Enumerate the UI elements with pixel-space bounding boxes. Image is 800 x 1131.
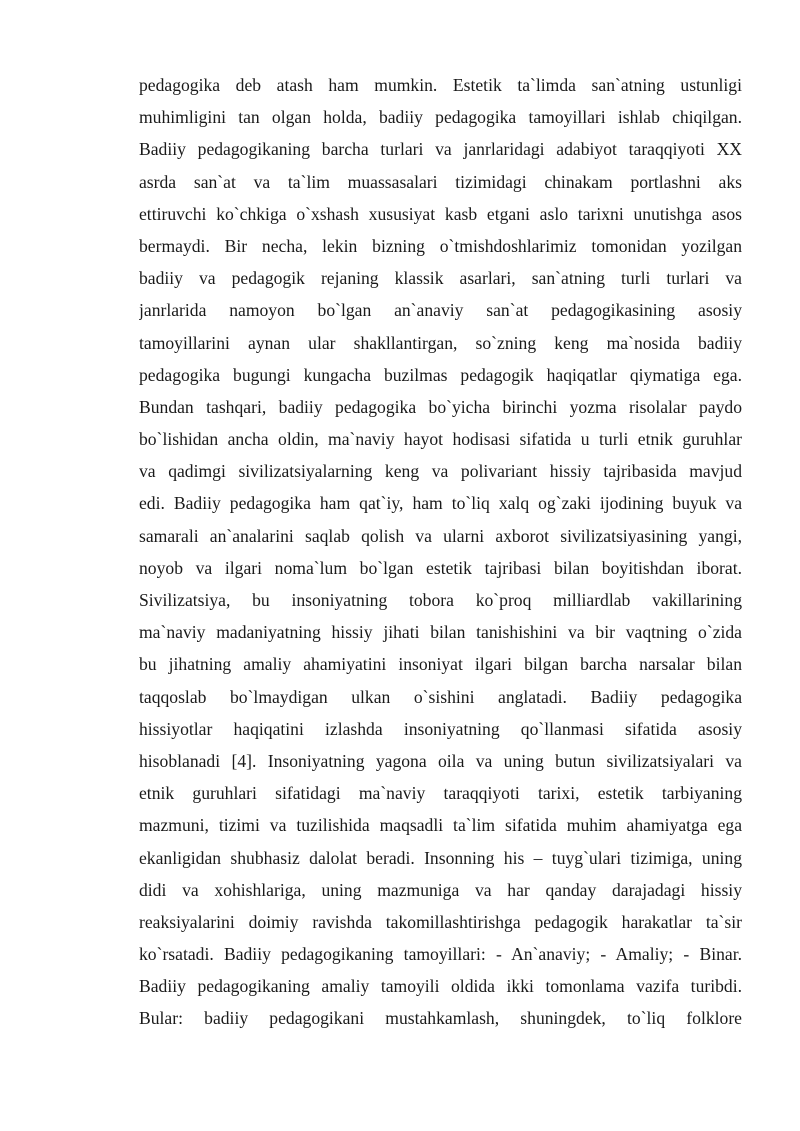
body-text	[139, 69, 742, 1035]
text-line: muhimligini tan olgan holda, badiiy pedagogika tamoyillari ishlab chiqilgan.	[139, 107, 742, 128]
text-line: ettiruvchi ko`chkiga o`xshash xususiyat kasb etgani aslo tarixni unutishga asos	[139, 203, 742, 224]
text-line: noyob va ilgari noma`lum bo`lgan estetik tajribasi bilan boyitishdan iborat.	[139, 557, 742, 578]
text-line: edi. Badiiy pedagogika ham qat`iy, ham to`liq xalq og`zaki ijodining buyuk va	[139, 493, 742, 514]
text-line: taqqoslab bo`lmaydigan ulkan o`sishini anglatadi. Badiiy pedagogika	[139, 686, 742, 707]
text-line: badiiy va pedagogik rejaning klassik asarlari, san`atning turli turlari va	[139, 268, 742, 289]
text-line: ko`rsatadi. Badiiy pedagogikaning tamoyillari: - An`anaviy; - Amaliy; - Binar.	[139, 944, 742, 965]
text-line: etnik guruhlari sifatidagi ma`naviy taraqqiyoti tarixi, estetik tarbiyaning	[139, 783, 742, 804]
text-line: Bundan tashqari, badiiy pedagogika bo`yicha birinchi yozma risolalar paydo	[139, 396, 742, 417]
text-line: bermaydi. Bir necha, lekin bizning o`tmishdoshlarimiz tomonidan yozilgan	[139, 235, 742, 256]
text-line: Bular: badiiy pedagogikani mustahkamlash, shuningdek, to`liq folklore	[139, 1008, 742, 1029]
text-line: reaksiyalarini doimiy ravishda takomillashtirishga pedagogik harakatlar ta`sir	[139, 911, 742, 932]
text-line: hisoblanadi [4]. Insoniyatning yagona oila va uning butun sivilizatsiyalari va	[139, 750, 742, 771]
text-line: bu jihatning amaliy ahamiyatini insoniyat ilgari bilgan barcha narsalar bilan	[139, 654, 742, 675]
text-line: Badiiy pedagogikaning barcha turlari va janrlaridagi adabiyot taraqqiyoti XX	[139, 139, 742, 160]
text-line: asrda san`at va ta`lim muassasalari tizimidagi chinakam portlashni aks	[139, 171, 742, 192]
text-line: pedagogika bugungi kungacha buzilmas pedagogik haqiqatlar qiymatiga ega.	[139, 364, 742, 385]
text-line: didi va xohishlariga, uning mazmuniga va har qanday darajadagi hissiy	[139, 879, 742, 900]
text-line: mazmuni, tizimi va tuzilishida maqsadli ta`lim sifatida muhim ahamiyatga ega	[139, 815, 742, 836]
text-line: pedagogika deb atash ham mumkin. Estetik ta`limda san`atning ustunligi	[139, 75, 742, 95]
text-line: Sivilizatsiya, bu insoniyatning tobora ko`proq milliardlab vakillarining	[139, 590, 742, 610]
text-line: ekanligidan shubhasiz dalolat beradi. Insonning his – tuyg`ulari tizimiga, uning	[139, 847, 742, 868]
text-line: hissiyotlar haqiqatini izlashda insoniyatning qo`llanmasi sifatida asosiy	[139, 718, 742, 739]
text-line: ma`naviy madaniyatning hissiy jihati bilan tanishishini va bir vaqtning o`zida	[139, 622, 742, 643]
text-line: bo`lishidan ancha oldin, ma`naviy hayot hodisasi sifatida u turli etnik guruhlar	[139, 429, 742, 450]
text-line: tamoyillarini aynan ular shakllantirgan, so`zning keng ma`nosida badiiy	[139, 332, 742, 353]
text-line: samarali an`analarini saqlab qolish va ularni axborot sivilizatsiyasining yangi,	[139, 525, 742, 546]
text-line: Badiiy pedagogikaning amaliy tamoyili oldida ikki tomonlama vazifa turibdi.	[139, 976, 742, 997]
text-line: janrlarida namoyon bo`lgan an`anaviy san`at pedagogikasining asosiy	[139, 300, 742, 321]
text-line: va qadimgi sivilizatsiyalarning keng va polivariant hissiy tajribasida mavjud	[139, 461, 742, 482]
